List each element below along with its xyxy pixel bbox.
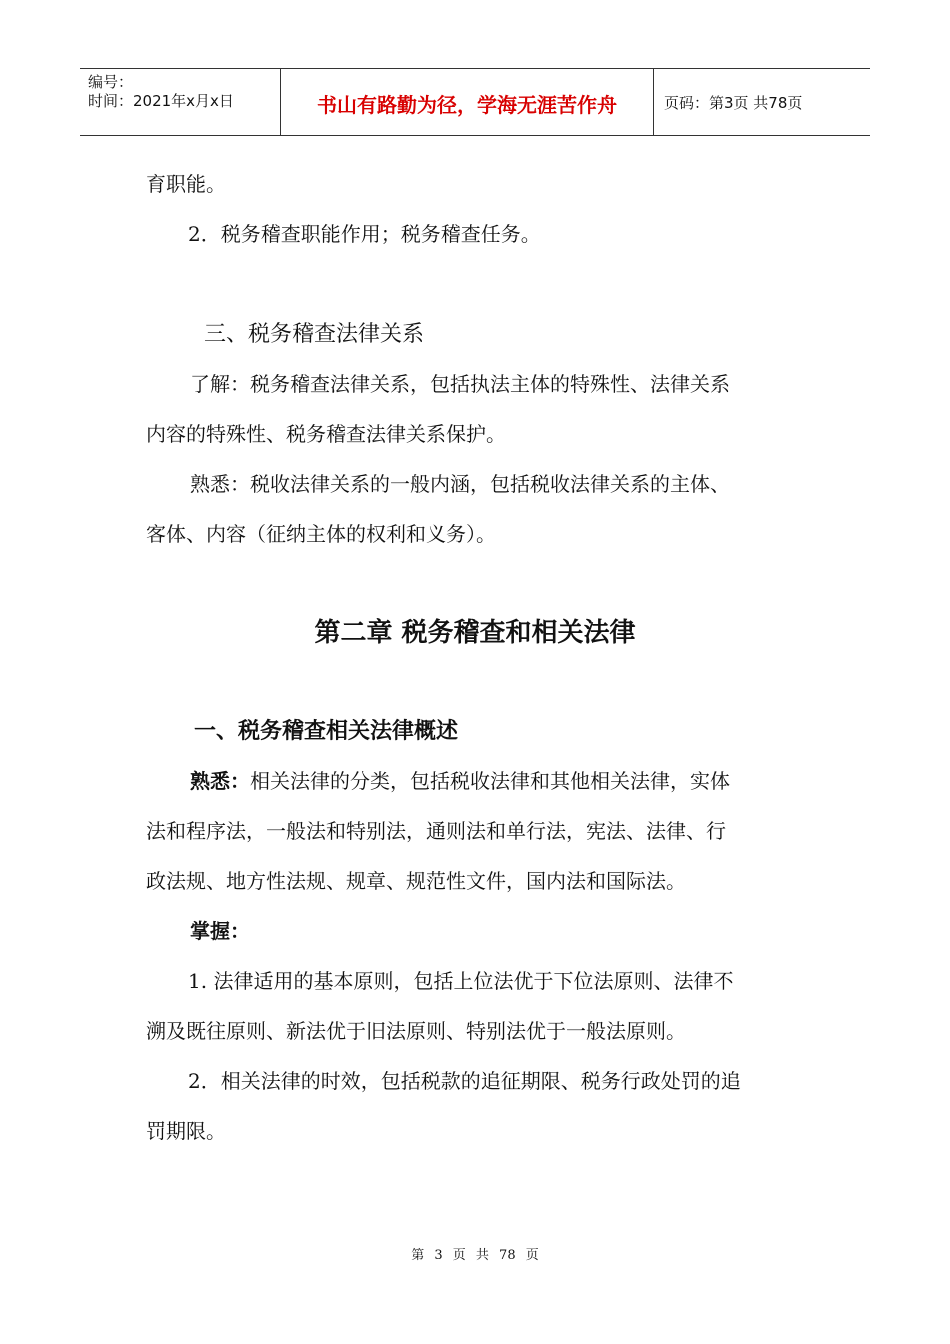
paragraph-line: 2．相关法律的时效，包括税款的追征期限、税务行政处罚的追: [188, 1069, 741, 1093]
paragraph-line: 了解：税务稽查法律关系，包括执法主体的特殊性、法律关系: [190, 372, 730, 396]
header-number-label: 编号：: [88, 73, 134, 91]
section-heading-3: 三、税务稽查法律关系: [204, 322, 425, 347]
paragraph-line: 熟悉：税收法律关系的一般内涵，包括税收法律关系的主体、: [190, 472, 730, 496]
paragraph-text: 相关法律的分类，包括税收法律和其他相关法律，实体: [250, 769, 730, 793]
chapter-title: 第二章 税务稽查和相关法律: [314, 618, 636, 648]
paragraph-line: 法和程序法，一般法和特别法，通则法和单行法，宪法、法律、行: [146, 819, 726, 843]
paragraph-line: 2．税务稽查职能作用；税务稽查任务。: [188, 222, 541, 246]
paragraph-line: 罚期限。: [146, 1119, 226, 1143]
paragraph-line: 内容的特殊性、税务稽查法律关系保护。: [146, 422, 506, 446]
page-header: [80, 68, 870, 136]
section-heading-1: 一、税务稽查相关法律概述: [194, 719, 459, 744]
paragraph-line: 1. 法律适用的基本原则，包括上位法优于下位法原则、法律不: [188, 969, 734, 993]
page-footer: 第 3 页 共 78 页: [411, 1248, 539, 1263]
label-familiar: 熟悉：: [190, 769, 250, 793]
header-motto: 书山有路勤为径，学海无涯苦作舟: [281, 69, 654, 135]
paragraph-line: 育职能。: [146, 172, 226, 196]
label-master: 掌握：: [190, 919, 250, 943]
paragraph-line: 溯及既往原则、新法优于旧法原则、特别法优于一般法原则。: [146, 1019, 686, 1043]
header-meta: [80, 69, 281, 135]
paragraph-line: [190, 769, 730, 793]
paragraph-line: 客体、内容（征纳主体的权利和义务）。: [146, 522, 496, 546]
header-time-label: 时间：2021年x月x日: [88, 92, 234, 110]
header-page-info: 页码：第3页 共78页: [664, 93, 803, 112]
paragraph-line: 政法规、地方性法规、规章、规范性文件，国内法和国际法。: [146, 869, 686, 893]
